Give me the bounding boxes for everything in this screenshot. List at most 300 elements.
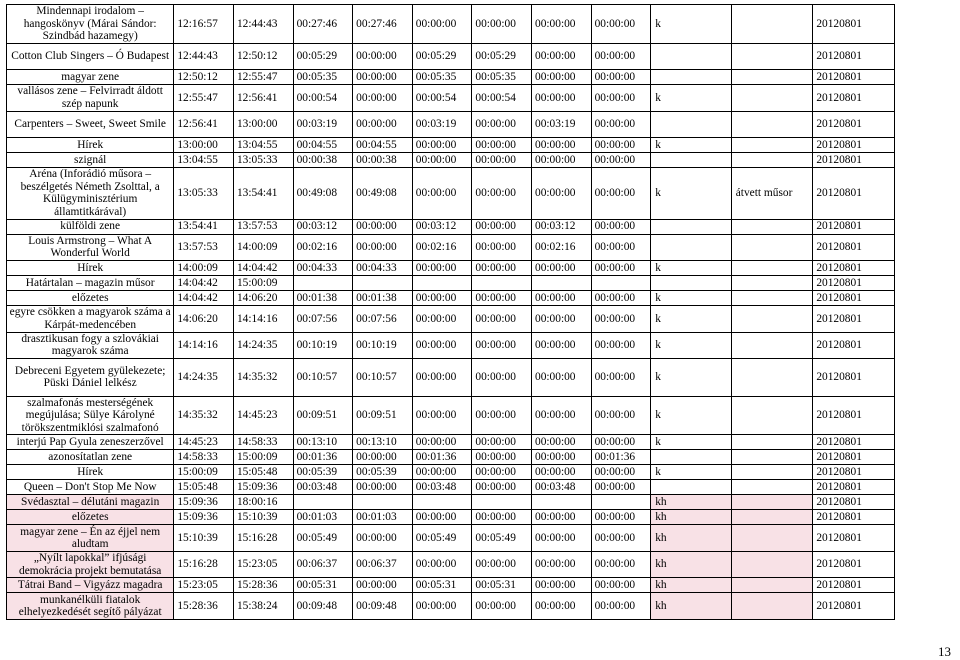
- time-col-2-cell: 00:03:12: [412, 219, 472, 234]
- program-cell: előzetes: [7, 510, 174, 525]
- time-col-1-cell: 00:01:38: [353, 291, 413, 306]
- table-row: [7, 138, 895, 153]
- time-col-1-cell: 00:05:39: [353, 465, 413, 480]
- time-col-5-cell: 00:00:00: [591, 435, 651, 450]
- date-cell: 20120801: [813, 525, 895, 552]
- time-col-3-cell: 00:00:00: [472, 219, 532, 234]
- time-col-1-cell: 00:04:33: [353, 261, 413, 276]
- time-col-3-cell: 00:00:00: [472, 5, 532, 44]
- start-time-cell: 14:00:09: [174, 261, 234, 276]
- duration-cell: 00:10:57: [293, 359, 353, 397]
- date-cell: 20120801: [813, 306, 895, 333]
- time-col-1-cell: 00:10:19: [353, 332, 413, 359]
- note-cell: [731, 138, 813, 153]
- duration-cell: 00:13:10: [293, 435, 353, 450]
- end-time-cell: 15:00:09: [233, 450, 293, 465]
- date-cell: 20120801: [813, 465, 895, 480]
- flag-cell: k: [651, 138, 732, 153]
- end-time-cell: 14:00:09: [233, 234, 293, 261]
- time-col-3-cell: 00:00:54: [472, 85, 532, 112]
- time-col-5-cell: 00:00:00: [591, 153, 651, 168]
- time-col-1-cell: 00:00:00: [353, 85, 413, 112]
- time-col-1-cell: 00:00:00: [353, 480, 413, 495]
- note-cell: [731, 359, 813, 397]
- time-col-4-cell: 00:03:48: [532, 480, 592, 495]
- table-row: [7, 480, 895, 495]
- time-col-4-cell: 00:00:00: [532, 359, 592, 397]
- start-time-cell: 15:16:28: [174, 551, 234, 578]
- table-row: [7, 234, 895, 261]
- time-col-4-cell: 00:00:00: [532, 450, 592, 465]
- end-time-cell: 13:04:55: [233, 138, 293, 153]
- date-cell: 20120801: [813, 168, 895, 219]
- program-cell: Cotton Club Singers – Ó Budapest: [7, 43, 174, 70]
- time-col-4-cell: 00:00:00: [532, 306, 592, 333]
- start-time-cell: 15:09:36: [174, 495, 234, 510]
- date-cell: 20120801: [813, 578, 895, 593]
- program-cell: azonosítatlan zene: [7, 450, 174, 465]
- table-row: [7, 359, 895, 397]
- flag-cell: [651, 480, 732, 495]
- date-cell: 20120801: [813, 480, 895, 495]
- table-row: [7, 291, 895, 306]
- end-time-cell: 12:44:43: [233, 5, 293, 44]
- time-col-3-cell: 00:05:35: [472, 70, 532, 85]
- end-time-cell: 15:28:36: [233, 578, 293, 593]
- time-col-5-cell: 00:00:00: [591, 332, 651, 359]
- time-col-2-cell: 00:02:16: [412, 234, 472, 261]
- time-col-1-cell: [353, 276, 413, 291]
- time-col-2-cell: 00:00:00: [412, 138, 472, 153]
- program-cell: munkanélküli fiatalok elhelyezkedését segítő pályázat: [7, 593, 174, 620]
- time-col-5-cell: 00:00:00: [591, 168, 651, 219]
- time-col-5-cell: 00:00:00: [591, 359, 651, 397]
- time-col-5-cell: 00:00:00: [591, 70, 651, 85]
- program-cell: szignál: [7, 153, 174, 168]
- time-col-4-cell: 00:00:00: [532, 551, 592, 578]
- start-time-cell: 15:10:39: [174, 525, 234, 552]
- start-time-cell: 15:05:48: [174, 480, 234, 495]
- time-col-3-cell: 00:00:00: [472, 306, 532, 333]
- date-cell: 20120801: [813, 450, 895, 465]
- start-time-cell: 15:09:36: [174, 510, 234, 525]
- time-col-2-cell: 00:00:00: [412, 593, 472, 620]
- table-row: [7, 525, 895, 552]
- start-time-cell: 12:44:43: [174, 43, 234, 70]
- flag-cell: k: [651, 359, 732, 397]
- flag-cell: k: [651, 168, 732, 219]
- time-col-2-cell: 00:00:00: [412, 435, 472, 450]
- flag-cell: [651, 276, 732, 291]
- note-cell: [731, 593, 813, 620]
- time-col-4-cell: 00:00:00: [532, 435, 592, 450]
- table-row: [7, 450, 895, 465]
- time-col-2-cell: 00:05:49: [412, 525, 472, 552]
- note-cell: [731, 291, 813, 306]
- time-col-5-cell: 00:00:00: [591, 578, 651, 593]
- time-col-3-cell: 00:00:00: [472, 332, 532, 359]
- time-col-2-cell: 00:00:00: [412, 306, 472, 333]
- table-row: [7, 219, 895, 234]
- start-time-cell: 13:04:55: [174, 153, 234, 168]
- broadcast-log-table: [6, 4, 895, 620]
- table-body: [7, 5, 895, 620]
- table-row: [7, 396, 895, 435]
- time-col-3-cell: 00:00:00: [472, 593, 532, 620]
- start-time-cell: 14:06:20: [174, 306, 234, 333]
- flag-cell: kh: [651, 578, 732, 593]
- end-time-cell: 12:50:12: [233, 43, 293, 70]
- duration-cell: 00:00:38: [293, 153, 353, 168]
- table-row: [7, 85, 895, 112]
- duration-cell: 00:02:16: [293, 234, 353, 261]
- note-cell: [731, 70, 813, 85]
- table-row: [7, 435, 895, 450]
- end-time-cell: 12:55:47: [233, 70, 293, 85]
- duration-cell: 00:03:12: [293, 219, 353, 234]
- end-time-cell: 14:35:32: [233, 359, 293, 397]
- note-cell: [731, 525, 813, 552]
- time-col-2-cell: 00:00:00: [412, 153, 472, 168]
- date-cell: 20120801: [813, 551, 895, 578]
- flag-cell: [651, 111, 732, 138]
- flag-cell: kh: [651, 593, 732, 620]
- time-col-1-cell: 00:00:00: [353, 450, 413, 465]
- time-col-5-cell: 00:00:00: [591, 396, 651, 435]
- start-time-cell: 14:58:33: [174, 450, 234, 465]
- program-cell: Tátrai Band – Vigyázz magadra: [7, 578, 174, 593]
- end-time-cell: 14:06:20: [233, 291, 293, 306]
- start-time-cell: 14:24:35: [174, 359, 234, 397]
- time-col-1-cell: 00:00:00: [353, 525, 413, 552]
- time-col-2-cell: 00:05:29: [412, 43, 472, 70]
- program-cell: Aréna (Inforádió műsora – beszélgetés Németh Zsolttal, a Külügyminisztérium államtitkárával): [7, 168, 174, 219]
- flag-cell: k: [651, 396, 732, 435]
- start-time-cell: 15:23:05: [174, 578, 234, 593]
- note-cell: [731, 332, 813, 359]
- time-col-3-cell: 00:00:00: [472, 359, 532, 397]
- time-col-4-cell: 00:00:00: [532, 5, 592, 44]
- program-cell: „Nyílt lapokkal” ifjúsági demokrácia projekt bemutatása: [7, 551, 174, 578]
- time-col-1-cell: 00:09:51: [353, 396, 413, 435]
- program-cell: Határtalan – magazin műsor: [7, 276, 174, 291]
- end-time-cell: 15:23:05: [233, 551, 293, 578]
- note-cell: [731, 306, 813, 333]
- flag-cell: k: [651, 85, 732, 112]
- time-col-5-cell: 00:00:00: [591, 525, 651, 552]
- date-cell: 20120801: [813, 495, 895, 510]
- note-cell: [731, 234, 813, 261]
- time-col-2-cell: 00:05:35: [412, 70, 472, 85]
- note-cell: átvett műsor: [731, 168, 813, 219]
- note-cell: [731, 5, 813, 44]
- time-col-5-cell: [591, 495, 651, 510]
- time-col-5-cell: 00:00:00: [591, 291, 651, 306]
- flag-cell: kh: [651, 525, 732, 552]
- duration-cell: 00:05:35: [293, 70, 353, 85]
- table-row: [7, 276, 895, 291]
- flag-cell: [651, 153, 732, 168]
- time-col-2-cell: 00:00:00: [412, 5, 472, 44]
- flag-cell: k: [651, 332, 732, 359]
- program-cell: Svédasztal – délutáni magazin: [7, 495, 174, 510]
- duration-cell: 00:01:38: [293, 291, 353, 306]
- duration-cell: 00:05:29: [293, 43, 353, 70]
- flag-cell: [651, 450, 732, 465]
- time-col-5-cell: 00:00:00: [591, 551, 651, 578]
- end-time-cell: 15:00:09: [233, 276, 293, 291]
- note-cell: [731, 276, 813, 291]
- duration-cell: 00:05:39: [293, 465, 353, 480]
- time-col-3-cell: 00:00:00: [472, 396, 532, 435]
- table-row: [7, 551, 895, 578]
- flag-cell: [651, 219, 732, 234]
- time-col-3-cell: 00:00:00: [472, 168, 532, 219]
- time-col-3-cell: 00:00:00: [472, 480, 532, 495]
- time-col-4-cell: 00:03:19: [532, 111, 592, 138]
- time-col-5-cell: 00:00:00: [591, 43, 651, 70]
- time-col-5-cell: 00:00:00: [591, 306, 651, 333]
- time-col-4-cell: 00:00:00: [532, 396, 592, 435]
- program-cell: vallásos zene – Felvirradt áldott szép napunk: [7, 85, 174, 112]
- date-cell: 20120801: [813, 153, 895, 168]
- table-row: [7, 593, 895, 620]
- table-row: [7, 261, 895, 276]
- program-cell: külföldi zene: [7, 219, 174, 234]
- duration-cell: [293, 276, 353, 291]
- date-cell: 20120801: [813, 70, 895, 85]
- time-col-5-cell: 00:00:00: [591, 234, 651, 261]
- time-col-2-cell: 00:00:00: [412, 168, 472, 219]
- time-col-2-cell: 00:00:00: [412, 359, 472, 397]
- date-cell: 20120801: [813, 111, 895, 138]
- date-cell: 20120801: [813, 5, 895, 44]
- flag-cell: kh: [651, 551, 732, 578]
- time-col-1-cell: 00:06:37: [353, 551, 413, 578]
- time-col-5-cell: 00:00:00: [591, 138, 651, 153]
- time-col-1-cell: 00:00:00: [353, 43, 413, 70]
- time-col-4-cell: 00:00:00: [532, 85, 592, 112]
- note-cell: [731, 111, 813, 138]
- time-col-1-cell: 00:00:00: [353, 111, 413, 138]
- duration-cell: 00:09:51: [293, 396, 353, 435]
- duration-cell: 00:07:56: [293, 306, 353, 333]
- start-time-cell: 14:45:23: [174, 435, 234, 450]
- time-col-1-cell: [353, 495, 413, 510]
- flag-cell: k: [651, 5, 732, 44]
- program-cell: interjú Pap Gyula zeneszerzővel: [7, 435, 174, 450]
- start-time-cell: 13:05:33: [174, 168, 234, 219]
- date-cell: 20120801: [813, 435, 895, 450]
- date-cell: 20120801: [813, 593, 895, 620]
- duration-cell: 00:00:54: [293, 85, 353, 112]
- duration-cell: 00:09:48: [293, 593, 353, 620]
- time-col-1-cell: 00:00:00: [353, 234, 413, 261]
- time-col-1-cell: 00:04:55: [353, 138, 413, 153]
- note-cell: [731, 396, 813, 435]
- end-time-cell: 15:09:36: [233, 480, 293, 495]
- time-col-4-cell: 00:00:00: [532, 332, 592, 359]
- time-col-4-cell: 00:00:00: [532, 593, 592, 620]
- duration-cell: 00:04:55: [293, 138, 353, 153]
- end-time-cell: 13:57:53: [233, 219, 293, 234]
- time-col-2-cell: [412, 276, 472, 291]
- flag-cell: k: [651, 261, 732, 276]
- duration-cell: 00:01:03: [293, 510, 353, 525]
- time-col-5-cell: [591, 276, 651, 291]
- date-cell: 20120801: [813, 291, 895, 306]
- date-cell: 20120801: [813, 219, 895, 234]
- end-time-cell: 18:00:16: [233, 495, 293, 510]
- date-cell: 20120801: [813, 359, 895, 397]
- duration-cell: 00:10:19: [293, 332, 353, 359]
- end-time-cell: 15:05:48: [233, 465, 293, 480]
- start-time-cell: 14:04:42: [174, 291, 234, 306]
- start-time-cell: 13:54:41: [174, 219, 234, 234]
- date-cell: 20120801: [813, 43, 895, 70]
- time-col-3-cell: 00:00:00: [472, 510, 532, 525]
- end-time-cell: 15:10:39: [233, 510, 293, 525]
- end-time-cell: 13:05:33: [233, 153, 293, 168]
- table-row: [7, 306, 895, 333]
- time-col-4-cell: [532, 276, 592, 291]
- flag-cell: [651, 70, 732, 85]
- duration-cell: 00:05:31: [293, 578, 353, 593]
- start-time-cell: 15:28:36: [174, 593, 234, 620]
- table-row: [7, 495, 895, 510]
- time-col-3-cell: 00:00:00: [472, 465, 532, 480]
- time-col-3-cell: 00:05:49: [472, 525, 532, 552]
- time-col-5-cell: 00:00:00: [591, 261, 651, 276]
- table-row: [7, 5, 895, 44]
- table-row: [7, 43, 895, 70]
- start-time-cell: 12:16:57: [174, 5, 234, 44]
- time-col-5-cell: 00:00:00: [591, 111, 651, 138]
- time-col-4-cell: 00:00:00: [532, 510, 592, 525]
- end-time-cell: 15:38:24: [233, 593, 293, 620]
- time-col-3-cell: 00:05:31: [472, 578, 532, 593]
- start-time-cell: 12:50:12: [174, 70, 234, 85]
- time-col-4-cell: [532, 495, 592, 510]
- time-col-2-cell: 00:00:00: [412, 261, 472, 276]
- table-row: [7, 510, 895, 525]
- note-cell: [731, 261, 813, 276]
- end-time-cell: 12:56:41: [233, 85, 293, 112]
- time-col-4-cell: 00:00:00: [532, 261, 592, 276]
- flag-cell: kh: [651, 495, 732, 510]
- time-col-1-cell: 00:01:03: [353, 510, 413, 525]
- time-col-5-cell: 00:00:00: [591, 85, 651, 112]
- time-col-4-cell: 00:00:00: [532, 465, 592, 480]
- duration-cell: 00:49:08: [293, 168, 353, 219]
- duration-cell: 00:04:33: [293, 261, 353, 276]
- time-col-1-cell: 00:00:00: [353, 219, 413, 234]
- start-time-cell: 14:35:32: [174, 396, 234, 435]
- time-col-2-cell: 00:00:00: [412, 551, 472, 578]
- time-col-5-cell: 00:00:00: [591, 5, 651, 44]
- table-row: [7, 153, 895, 168]
- time-col-4-cell: 00:03:12: [532, 219, 592, 234]
- flag-cell: k: [651, 306, 732, 333]
- duration-cell: 00:27:46: [293, 5, 353, 44]
- duration-cell: 00:03:19: [293, 111, 353, 138]
- date-cell: 20120801: [813, 85, 895, 112]
- duration-cell: [293, 495, 353, 510]
- time-col-4-cell: 00:00:00: [532, 43, 592, 70]
- time-col-5-cell: 00:01:36: [591, 450, 651, 465]
- start-time-cell: 13:00:00: [174, 138, 234, 153]
- table-row: [7, 578, 895, 593]
- time-col-3-cell: 00:00:00: [472, 111, 532, 138]
- flag-cell: [651, 43, 732, 70]
- program-cell: szalmafonás mesterségének megújulása; Sülye Károlyné törökszentmiklósi szalmafonó: [7, 396, 174, 435]
- program-cell: drasztikusan fogy a szlovákiai magyarok száma: [7, 332, 174, 359]
- time-col-3-cell: 00:00:00: [472, 435, 532, 450]
- note-cell: [731, 578, 813, 593]
- end-time-cell: 14:04:42: [233, 261, 293, 276]
- time-col-2-cell: 00:00:54: [412, 85, 472, 112]
- flag-cell: k: [651, 465, 732, 480]
- time-col-5-cell: 00:00:00: [591, 510, 651, 525]
- time-col-5-cell: 00:00:00: [591, 219, 651, 234]
- time-col-2-cell: 00:03:19: [412, 111, 472, 138]
- end-time-cell: 14:24:35: [233, 332, 293, 359]
- time-col-3-cell: 00:00:00: [472, 153, 532, 168]
- note-cell: [731, 85, 813, 112]
- program-cell: magyar zene – Én az éjjel nem aludtam: [7, 525, 174, 552]
- start-time-cell: 14:14:16: [174, 332, 234, 359]
- time-col-1-cell: 00:09:48: [353, 593, 413, 620]
- time-col-4-cell: 00:00:00: [532, 291, 592, 306]
- note-cell: [731, 43, 813, 70]
- time-col-1-cell: 00:00:00: [353, 70, 413, 85]
- program-cell: magyar zene: [7, 70, 174, 85]
- time-col-2-cell: [412, 495, 472, 510]
- note-cell: [731, 219, 813, 234]
- time-col-3-cell: 00:00:00: [472, 291, 532, 306]
- time-col-1-cell: 00:07:56: [353, 306, 413, 333]
- duration-cell: 00:06:37: [293, 551, 353, 578]
- time-col-5-cell: 00:00:00: [591, 480, 651, 495]
- note-cell: [731, 153, 813, 168]
- flag-cell: k: [651, 291, 732, 306]
- program-cell: Hírek: [7, 465, 174, 480]
- time-col-2-cell: 00:00:00: [412, 332, 472, 359]
- flag-cell: kh: [651, 510, 732, 525]
- date-cell: 20120801: [813, 510, 895, 525]
- date-cell: 20120801: [813, 261, 895, 276]
- time-col-3-cell: 00:00:00: [472, 234, 532, 261]
- date-cell: 20120801: [813, 138, 895, 153]
- time-col-2-cell: 00:00:00: [412, 510, 472, 525]
- table-row: [7, 332, 895, 359]
- note-cell: [731, 450, 813, 465]
- note-cell: [731, 495, 813, 510]
- time-col-2-cell: 00:01:36: [412, 450, 472, 465]
- flag-cell: [651, 234, 732, 261]
- time-col-2-cell: 00:03:48: [412, 480, 472, 495]
- time-col-1-cell: 00:49:08: [353, 168, 413, 219]
- duration-cell: 00:03:48: [293, 480, 353, 495]
- time-col-4-cell: 00:00:00: [532, 525, 592, 552]
- time-col-2-cell: 00:00:00: [412, 396, 472, 435]
- end-time-cell: 13:00:00: [233, 111, 293, 138]
- time-col-1-cell: 00:13:10: [353, 435, 413, 450]
- program-cell: Carpenters – Sweet, Sweet Smile: [7, 111, 174, 138]
- note-cell: [731, 435, 813, 450]
- duration-cell: 00:05:49: [293, 525, 353, 552]
- time-col-4-cell: 00:00:00: [532, 168, 592, 219]
